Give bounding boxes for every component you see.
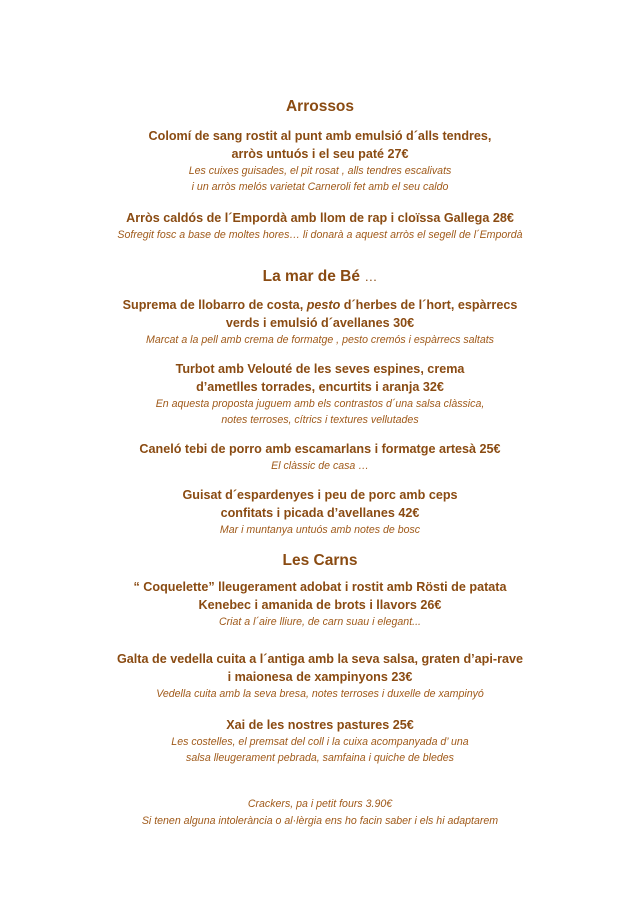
dish-description: Marcat a la pell amb crema de formatge , pesto cremós i espàrrecs saltats — [146, 334, 494, 346]
dish-description: El clàssic de casa … — [271, 460, 369, 472]
dish-coquelette — [0, 578, 640, 630]
dish-name-line: Arròs caldós de l´Empordà amb llom de rap i cloïssa Gallega 28€ — [126, 211, 514, 225]
section-title-arrossos — [0, 97, 640, 117]
dish-name-line: Colomí de sang rostit al punt amb emulsió d´alls tendres, — [148, 129, 492, 143]
dish-name-line: arròs untuós i el seu paté 27€ — [231, 147, 409, 161]
dish-description: notes terroses, cítrics i textures vellutades — [221, 414, 419, 426]
dish-galta — [0, 650, 640, 702]
footer-notes — [0, 796, 640, 830]
dish-colomi — [0, 127, 640, 195]
dish-name-line: Guisat d´espardenyes i peu de porc amb ceps — [182, 488, 458, 502]
dish-name-line: i maionesa de xampinyons 23€ — [227, 670, 413, 684]
dish-description: Les costelles, el premsat del coll i la cuixa acompanyada d’ una — [171, 736, 469, 748]
dish-description: Les cuixes guisades, el pit rosat , alls tendres escalivats — [188, 165, 452, 177]
section-title-mar — [0, 267, 640, 287]
footer-allergy-note: Si tenen alguna intolerància o al·lèrgia ens ho facin saber i els hi adaptarem — [141, 815, 499, 827]
section-title-text: Arrossos — [285, 98, 355, 115]
section-title-carns — [0, 551, 640, 571]
dish-name-line: Kenebec i amanida de brots i llavors 26€ — [198, 598, 442, 612]
dish-name-line: “ Coquelette” lleugerament adobat i rostit amb Rösti de patata — [133, 580, 507, 594]
dish-turbot — [0, 360, 640, 428]
dish-name-line: Galta de vedella cuita a l´antiga amb la seva salsa, graten d’api-rave — [117, 652, 523, 666]
dish-description: salsa lleugerament pebrada, samfaina i quiche de bledes — [186, 752, 454, 764]
dish-name-line — [0, 296, 640, 314]
dish-name-italic: pesto — [306, 298, 341, 312]
dish-description: Mar i muntanya untuós amb notes de bosc — [219, 524, 421, 536]
dish-xai — [0, 716, 640, 766]
dish-canelo — [0, 440, 640, 474]
footer-crackers: Crackers, pa i petit fours 3.90€ — [247, 798, 393, 810]
dish-name-line: verds i emulsió d´avellanes 30€ — [225, 316, 415, 330]
dish-name-part: Suprema de llobarro de costa, — [122, 298, 307, 312]
section-title-text: La mar de Bé — [262, 268, 361, 285]
dish-description: Criat a l´aire lliure, de carn suau i elegant... — [219, 616, 421, 628]
dish-name-line: d’ametlles torrades, encurtits i aranja 32€ — [196, 380, 444, 394]
dish-description: i un arròs melós varietat Carneroli fet amb el seu caldo — [191, 181, 449, 193]
dish-name-line: Xai de les nostres pastures 25€ — [226, 718, 414, 732]
section-title-text: Les Carns — [282, 552, 358, 569]
dish-name-part: d´herbes de l´hort, espàrrecs — [340, 298, 518, 312]
dish-suprema — [0, 296, 640, 348]
dish-guisat — [0, 486, 640, 538]
dish-arros-caldos — [0, 209, 640, 243]
dish-name-line: confitats i picada d’avellanes 42€ — [220, 506, 420, 520]
dish-description: En aquesta proposta juguem amb els contrastos d´una salsa clàssica, — [155, 398, 485, 410]
dish-description: Sofregit fosc a base de moltes hores… li donarà a aquest arròs el segell de l´Empordà — [117, 229, 523, 241]
dish-description: Vedella cuita amb la seva bresa, notes terroses i duxelle de xampinyó — [156, 688, 484, 700]
section-title-suffix: … — [364, 269, 378, 284]
dish-name-line: Turbot amb Velouté de les seves espines, crema — [175, 362, 465, 376]
dish-name-line: Caneló tebi de porro amb escamarlans i formatge artesà 25€ — [139, 442, 501, 456]
